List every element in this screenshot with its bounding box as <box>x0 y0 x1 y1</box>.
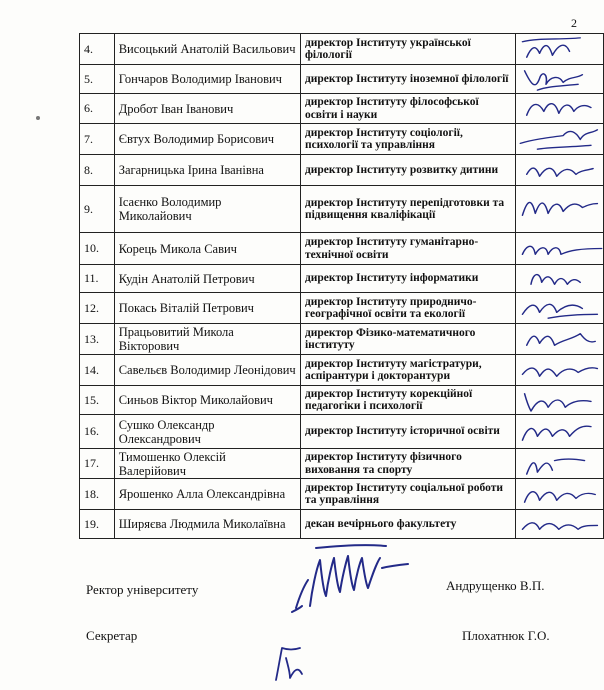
row-name: Савельєв Володимир Леонідович <box>114 355 300 386</box>
row-position: директор Інституту української філології <box>300 34 515 65</box>
handwritten-signature <box>516 479 603 509</box>
row-number: 16. <box>80 415 115 449</box>
row-number: 9. <box>80 186 115 233</box>
row-number: 6. <box>80 94 115 124</box>
row-position: директор Інституту гуманітарно-технічної освіти <box>300 233 515 265</box>
row-name: Кудін Анатолій Петрович <box>114 265 300 293</box>
table-row <box>80 34 604 65</box>
table-row <box>80 265 604 293</box>
row-signature <box>516 34 604 65</box>
row-number: 13. <box>80 324 115 355</box>
row-name: Тимошенко Олексій Валерійович <box>114 449 300 479</box>
table-row <box>80 293 604 324</box>
table-row <box>80 324 604 355</box>
row-signature <box>516 94 604 124</box>
table-row <box>80 186 604 233</box>
row-signature <box>516 293 604 324</box>
row-number: 14. <box>80 355 115 386</box>
table-row <box>80 155 604 186</box>
table-row <box>80 415 604 449</box>
handwritten-signature <box>516 233 603 264</box>
rector-name: Андрущенко В.П. <box>446 578 545 593</box>
row-position: директор Інституту іноземної філології <box>300 65 515 94</box>
row-name: Корець Микола Савич <box>114 233 300 265</box>
row-number: 11. <box>80 265 115 293</box>
row-number: 18. <box>80 479 115 510</box>
row-position: директор Інституту корекційної педагогіки і психології <box>300 386 515 415</box>
secretary-signature <box>268 640 308 685</box>
row-position: директор Інституту соціальної роботи та управління <box>300 479 515 510</box>
row-position: директор Інституту розвитку дитини <box>300 155 515 186</box>
handwritten-signature <box>516 265 603 292</box>
handwritten-signature <box>516 155 603 185</box>
row-name: Працьовитий Микола Вікторович <box>114 324 300 355</box>
handwritten-signature <box>516 293 603 323</box>
handwritten-signature <box>516 386 603 414</box>
table-row <box>80 479 604 510</box>
row-position: директор Інституту перепідготовки та підвищення кваліфікації <box>300 186 515 233</box>
row-name: Гончаров Володимир Іванович <box>114 65 300 94</box>
row-name: Ярошенко Алла Олександрівна <box>114 479 300 510</box>
table-row <box>80 124 604 155</box>
row-signature <box>516 65 604 94</box>
row-signature <box>516 124 604 155</box>
row-position: директор Інституту природничо-географічної освіти та екології <box>300 293 515 324</box>
table-row <box>80 94 604 124</box>
row-number: 5. <box>80 65 115 94</box>
signature-table-body <box>80 34 604 539</box>
row-position: декан вечірнього факультету <box>300 510 515 539</box>
handwritten-signature <box>516 34 603 64</box>
row-number: 8. <box>80 155 115 186</box>
row-signature <box>516 233 604 265</box>
row-name: Сушко Олександр Олександрович <box>114 415 300 449</box>
row-name: Дробот Іван Іванович <box>114 94 300 124</box>
row-name: Ширяєва Людмила Миколаївна <box>114 510 300 539</box>
row-position: директор Інституту історичної освіти <box>300 415 515 449</box>
row-position: директор Інституту інформатики <box>300 265 515 293</box>
handwritten-signature <box>516 124 603 154</box>
row-name: Євтух Володимир Борисович <box>114 124 300 155</box>
page-number: 2 <box>571 16 577 30</box>
table-row <box>80 355 604 386</box>
handwritten-signature <box>516 94 603 123</box>
row-number: 17. <box>80 449 115 479</box>
row-position: директор Інституту фізичного виховання та спорту <box>300 449 515 479</box>
table-row <box>80 65 604 94</box>
row-position: директор Інституту соціології, психології та управління <box>300 124 515 155</box>
rector-label: Ректор університету <box>86 582 199 597</box>
row-number: 10. <box>80 233 115 265</box>
row-position: директор Фізико-математичного інституту <box>300 324 515 355</box>
row-number: 4. <box>80 34 115 65</box>
row-number: 19. <box>80 510 115 539</box>
row-signature <box>516 510 604 539</box>
row-name: Покась Віталій Петрович <box>114 293 300 324</box>
secretary-name: Плохатнюк Г.О. <box>462 628 550 643</box>
handwritten-signature <box>516 449 603 478</box>
row-number: 15. <box>80 386 115 415</box>
row-signature <box>516 479 604 510</box>
row-name: Загарницька Ірина Іванівна <box>114 155 300 186</box>
secretary-label: Секретар <box>86 628 138 643</box>
row-signature <box>516 449 604 479</box>
row-position: директор Інституту філософської освіти і науки <box>300 94 515 124</box>
handwritten-signature <box>516 65 603 93</box>
signature-table <box>79 33 604 539</box>
table-row <box>80 233 604 265</box>
handwritten-signature <box>516 324 603 354</box>
row-signature <box>516 186 604 233</box>
row-signature <box>516 355 604 386</box>
rector-signature <box>286 540 416 615</box>
handwritten-signature <box>516 510 603 538</box>
row-name: Ісаєнко Володимир Миколайович <box>114 186 300 233</box>
row-signature <box>516 155 604 186</box>
table-row <box>80 449 604 479</box>
row-signature <box>516 265 604 293</box>
handwritten-signature <box>516 186 603 232</box>
row-position: директор Інституту магістратури, аспірантури і докторантури <box>300 355 515 386</box>
row-number: 12. <box>80 293 115 324</box>
table-row <box>80 386 604 415</box>
table-row <box>80 510 604 539</box>
row-number: 7. <box>80 124 115 155</box>
row-signature <box>516 386 604 415</box>
handwritten-signature <box>516 415 603 448</box>
handwritten-signature <box>516 355 603 385</box>
row-name: Синьов Віктор Миколайович <box>114 386 300 415</box>
row-signature <box>516 324 604 355</box>
row-name: Висоцький Анатолій Васильович <box>114 34 300 65</box>
margin-dot <box>36 116 40 120</box>
row-signature <box>516 415 604 449</box>
